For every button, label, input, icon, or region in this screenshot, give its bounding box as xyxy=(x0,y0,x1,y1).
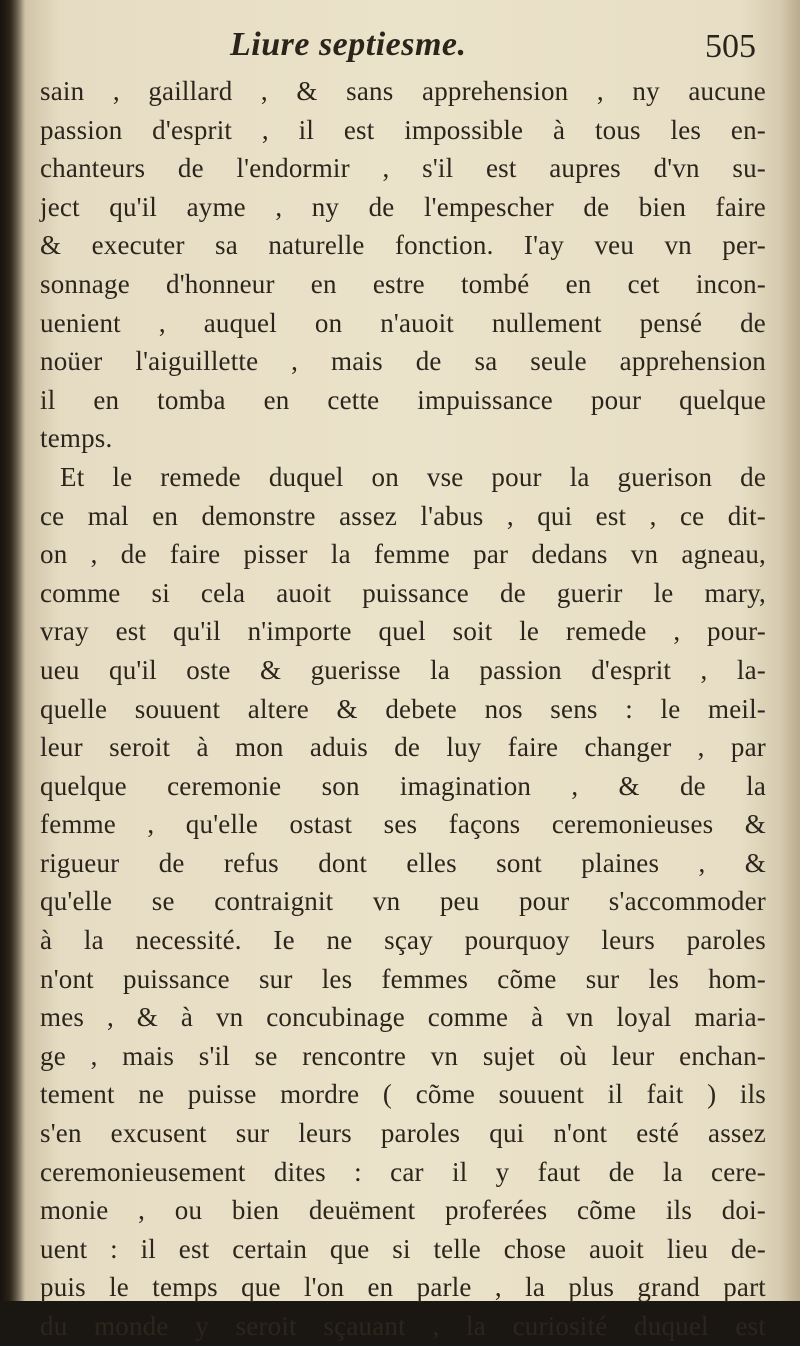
text-line: s'en excusent sur leurs paroles qui n'ont esté assez xyxy=(40,1118,766,1149)
text-line: ge , mais s'il se rencontre vn sujet où leur enchan- xyxy=(40,1040,766,1071)
book-page xyxy=(40,22,766,1341)
running-head xyxy=(40,22,766,68)
page-number: 505 xyxy=(705,28,756,65)
text-line: & executer sa naturelle fonction. I'ay veu vn per- xyxy=(40,230,766,261)
text-line: tement ne puisse mordre ( cõme souuent il fait ) ils xyxy=(40,1079,766,1110)
text-line: puis le temps que l'on en parle , la plus grand part xyxy=(40,1272,766,1303)
text-line: à la necessité. Ie ne sçay pourquoy leurs paroles xyxy=(40,925,766,956)
text-line: quelle souuent altere & debete nos sens : le meil- xyxy=(40,693,766,724)
text-line: du monde y seroit sçauant , la curiosité duquel est xyxy=(40,1311,766,1341)
text-line: qu'elle se contraignit vn peu pour s'accommoder xyxy=(40,886,766,917)
text-line: ce mal en demonstre assez l'abus , qui est , ce dit- xyxy=(40,500,766,531)
text-line: uent : il est certain que si telle chose auoit lieu de- xyxy=(40,1233,766,1264)
text-line: comme si cela auoit puissance de guerir le mary, xyxy=(40,577,766,608)
text-line: quelque ceremonie son imagination , & de la xyxy=(40,770,766,801)
text-line: temps. xyxy=(40,423,113,454)
paragraph-start-line: Et le remede duquel on vse pour la guerison de xyxy=(60,461,766,492)
binding-gutter xyxy=(0,0,26,1301)
text-line: il en tomba en cette impuissance pour quelque xyxy=(40,384,766,415)
text-line: sonnage d'honneur en estre tombé en cet incon- xyxy=(40,268,766,299)
text-line: ject qu'il ayme , ny de l'empescher de bien faire xyxy=(40,191,766,222)
text-line: chanteurs de l'endormir , s'il est aupres d'vn su- xyxy=(40,153,766,184)
running-title: Liure septiesme. xyxy=(230,26,467,63)
text-line: sain , gaillard , & sans apprehension , ny aucune xyxy=(40,76,766,106)
text-line: mes , & à vn concubinage comme à vn loyal maria- xyxy=(40,1002,766,1033)
text-line: monie , ou bien deuëment proferées cõme ils doi- xyxy=(40,1195,766,1226)
text-line: passion d'esprit , il est impossible à tous les en- xyxy=(40,114,766,145)
text-line: rigueur de refus dont elles sont plaines , & xyxy=(40,847,766,878)
text-line: uenient , auquel on n'auoit nullement pensé de xyxy=(40,307,766,338)
text-line: vray est qu'il n'importe quel soit le remede , pour- xyxy=(40,616,766,647)
text-line: leur seroit à mon aduis de luy faire changer , par xyxy=(40,732,766,763)
text-line: ueu qu'il oste & guerisse la passion d'esprit , la- xyxy=(40,654,766,685)
text-line: ceremonieusement dites : car il y faut de la cere- xyxy=(40,1156,766,1187)
text-line: n'ont puissance sur les femmes cõme sur les hom- xyxy=(40,963,766,994)
text-line: on , de faire pisser la femme par dedans vn agneau, xyxy=(40,539,766,570)
text-line: noüer l'aiguillette , mais de sa seule apprehension xyxy=(40,346,766,377)
text-line: femme , qu'elle ostast ses façons ceremonieuses & xyxy=(40,809,766,840)
body-text xyxy=(40,72,766,1346)
